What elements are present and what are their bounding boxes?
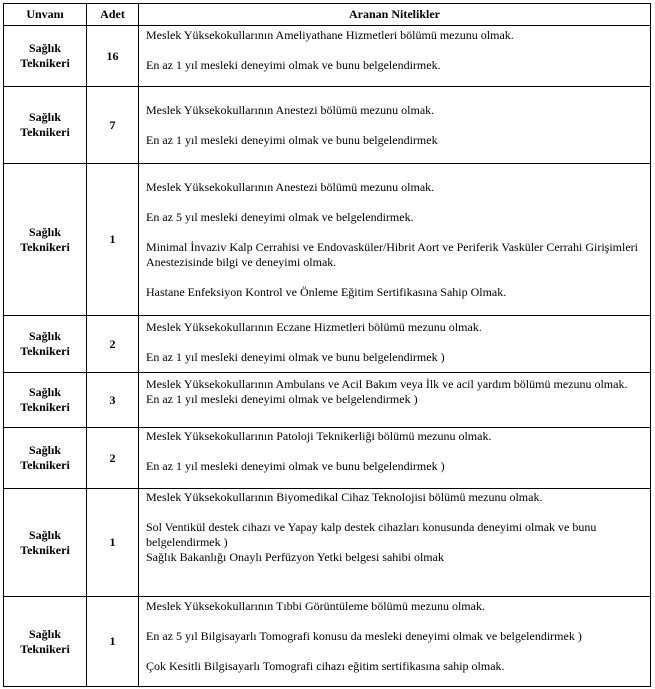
position-title xyxy=(4,489,87,597)
position-count: 7 xyxy=(87,87,139,164)
table-row xyxy=(4,164,651,316)
requirements-cell xyxy=(139,597,651,687)
requirement-item: Meslek Yüksekokullarının Ambulans ve Acil Bakım veya İlk ve acil yardım bölümü mezunu olmak. xyxy=(146,377,628,391)
table-row xyxy=(4,373,651,428)
header-adet: Adet xyxy=(87,4,139,26)
requirement-item: Çok Kesitli Bilgisayarlı Tomografi cihazı eğitim sertifikasına sahip olmak. xyxy=(146,659,505,673)
position-count: 2 xyxy=(87,428,139,489)
position-title-line: Sağlık xyxy=(28,527,61,542)
requirement-item: Meslek Yüksekokullarının Anestezi bölümü mezunu olmak. xyxy=(146,179,435,194)
position-count: 1 xyxy=(87,164,139,316)
requirements-cell xyxy=(139,164,651,316)
requirements-cell xyxy=(139,87,651,164)
header-unvani: Unvanı xyxy=(4,4,87,26)
position-count: 1 xyxy=(87,489,139,597)
table-header-row xyxy=(4,4,651,26)
position-count: 16 xyxy=(87,26,139,87)
requirement-item: Meslek Yüksekokullarının Biyomedikal Cihaz Teknolojisi bölümü mezunu olmak. xyxy=(146,490,543,504)
position-title xyxy=(4,428,87,489)
position-count: 1 xyxy=(87,597,139,687)
position-title-line: Sağlık xyxy=(28,329,61,343)
position-title-line: Teknikeri xyxy=(20,641,70,656)
requirement-item: Meslek Yüksekokullarının Ameliyathane Hizmetleri bölümü mezunu olmak. xyxy=(146,28,514,42)
requirement-item: Minimal İnvaziv Kalp Cerrahisi ve Endovasküler/Hibrit Aort ve Periferik Vasküler Cerrahi Girişimleri Anestezisinde bilgi ve deneyimi olmak. xyxy=(146,239,638,269)
position-title xyxy=(4,373,87,428)
position-title-line: Sağlık xyxy=(28,224,61,239)
requirement-item: En az 1 yıl mesleki deneyimi olmak ve bunu belgelendirmek ) xyxy=(146,459,445,473)
requirement-item: En az 1 yıl mesleki deneyimi olmak ve bunu belgelendirmek xyxy=(146,132,438,147)
position-title-line: Sağlık xyxy=(28,443,61,457)
requirement-item: Meslek Yüksekokullarının Anestezi bölümü mezunu olmak. xyxy=(146,102,435,117)
table-row xyxy=(4,489,651,597)
position-title xyxy=(4,597,87,687)
requirement-item: Sol Ventikül destek cihazı ve Yapay kalp destek cihazları konusunda deneyimi olmak ve bunu belgelendirmek ) xyxy=(146,520,597,549)
position-title-line: Teknikeri xyxy=(20,400,70,414)
requirements-cell xyxy=(139,373,651,428)
position-title-line: Teknikeri xyxy=(20,344,70,358)
position-title xyxy=(4,26,87,87)
position-title-line: Sağlık xyxy=(28,41,61,55)
position-title xyxy=(4,87,87,164)
job-requirements-table xyxy=(3,3,651,687)
position-title-line: Teknikeri xyxy=(20,458,70,472)
table-row xyxy=(4,26,651,87)
table-row xyxy=(4,428,651,489)
requirement-item: En az 5 yıl mesleki deneyimi olmak ve belgelendirmek. xyxy=(146,209,414,224)
position-title xyxy=(4,164,87,316)
position-title-line: Sağlık xyxy=(28,110,61,124)
requirement-item: Hastane Enfeksiyon Kontrol ve Önleme Eğitim Sertifikasına Sahip Olmak. xyxy=(146,284,507,299)
requirement-item: En az 1 yıl mesleki deneyimi olmak ve bunu belgelendirmek ) xyxy=(146,350,445,364)
position-title-line: Sağlık xyxy=(28,385,61,399)
position-title-line: Teknikeri xyxy=(20,56,70,70)
table-row xyxy=(4,316,651,373)
requirement-item: Meslek Yüksekokullarının Patoloji Teknikerliği bölümü mezunu olmak. xyxy=(146,429,492,443)
table-row xyxy=(4,597,651,687)
requirements-cell xyxy=(139,316,651,373)
header-aranan-nitelikler: Aranan Nitelikler xyxy=(139,4,651,26)
requirement-item: En az 5 yıl Bilgisayarlı Tomografi konusu da mesleki deneyimi olmak ve belgelendirmek ) xyxy=(146,629,582,643)
position-title-line: Teknikeri xyxy=(20,542,70,557)
requirement-item: Sağlık Bakanlığı Onaylı Perfüzyon Yetki belgesi sahibi olmak xyxy=(146,550,444,564)
position-title-line: Teknikeri xyxy=(20,239,70,254)
requirements-cell xyxy=(139,489,651,597)
position-title xyxy=(4,316,87,373)
requirement-item: En az 1 yıl mesleki deneyimi olmak ve bunu belgelendirmek. xyxy=(146,58,441,72)
table-row xyxy=(4,87,651,164)
position-title-line: Teknikeri xyxy=(20,125,70,139)
requirement-item: Meslek Yüksekokullarının Tıbbi Görüntüleme bölümü mezunu olmak. xyxy=(146,599,485,613)
position-title-line: Sağlık xyxy=(28,626,61,641)
requirement-item: Meslek Yüksekokullarının Eczane Hizmetleri bölümü mezunu olmak. xyxy=(146,320,482,334)
requirement-item: En az 1 yıl mesleki deneyimi olmak ve belgelendirmek ) xyxy=(146,392,418,406)
requirements-cell xyxy=(139,26,651,87)
position-count: 3 xyxy=(87,373,139,428)
requirements-cell xyxy=(139,428,651,489)
position-count: 2 xyxy=(87,316,139,373)
